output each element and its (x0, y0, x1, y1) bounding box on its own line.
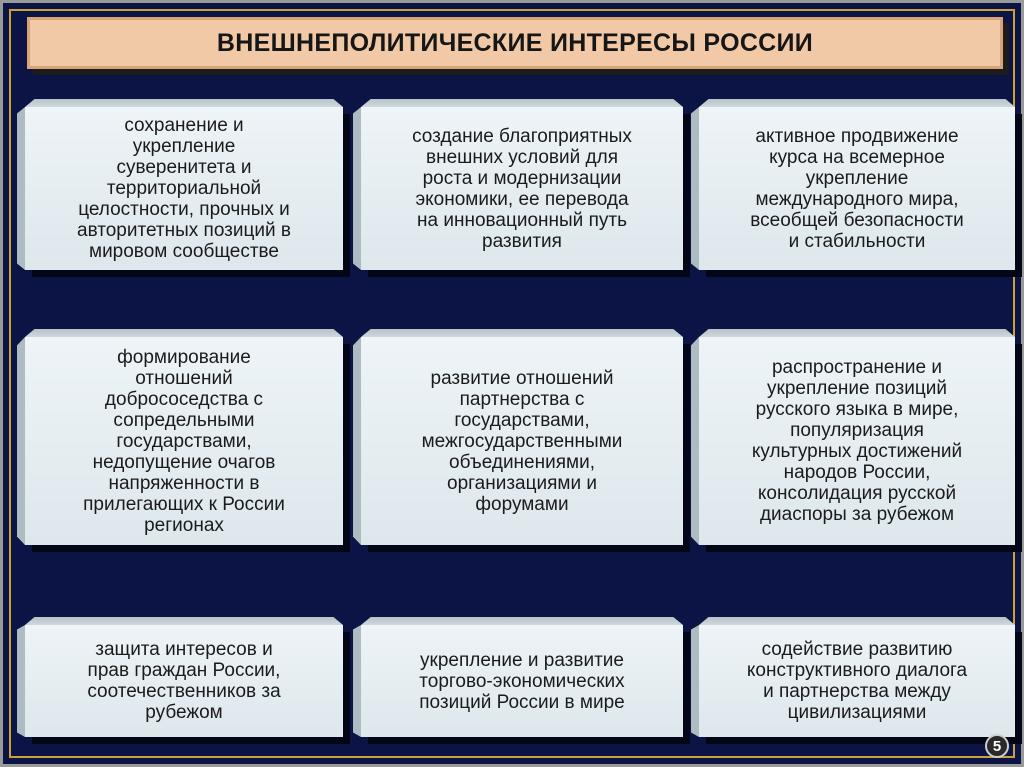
interest-card-6 (699, 337, 1015, 545)
interest-card-8 (361, 625, 683, 737)
interest-card-text: создание благоприятных внешних условий для роста и модернизации экономики, ее перевода на инновационный путь развития (412, 125, 632, 252)
interest-card-text: содействие развитию конструктивного диалога и партнерства между цивилизациями (746, 639, 968, 723)
interest-card-text: распространение и укрепление позиций русского языка в мире, популяризация культурных достижений народов России, консолидация русской диаспоры за рубежом (751, 357, 963, 525)
interest-card-3 (699, 107, 1015, 270)
interest-card-text: формирование отношений добрососедства с сопредельными государствами, недопущение очагов напряженности в прилегающих к России регионах (83, 346, 285, 536)
page-number-badge (985, 734, 1009, 758)
page-number: 5 (992, 737, 1002, 755)
interest-card-text: сохранение и укрепление суверенитета и территориальной целостности, прочных и авторитетных позиций в мировом сообществе (77, 115, 291, 262)
interest-card-text: активное продвижение курса на всемерное укрепление международного мира, всеобщей безопасности и стабильности (750, 125, 964, 252)
interest-card-2 (361, 107, 683, 270)
interest-card-7 (25, 625, 343, 737)
title-banner (27, 17, 1003, 69)
interest-card-9 (699, 625, 1015, 737)
slide-title: ВНЕШНЕПОЛИТИЧЕСКИЕ ИНТЕРЕСЫ РОССИИ (216, 28, 814, 57)
interest-card-5 (361, 337, 683, 545)
interest-card-1 (25, 107, 343, 270)
interest-card-4 (25, 337, 343, 545)
interest-card-text: развитие отношений партнерства с государствами, межгосударственными объединениями, организациями и форумами (421, 367, 623, 515)
interest-card-text: укрепление и развитие торгово-экономических позиций России в мире (419, 649, 625, 713)
interest-card-text: защита интересов и прав граждан России, соотечественников за рубежом (87, 639, 281, 723)
